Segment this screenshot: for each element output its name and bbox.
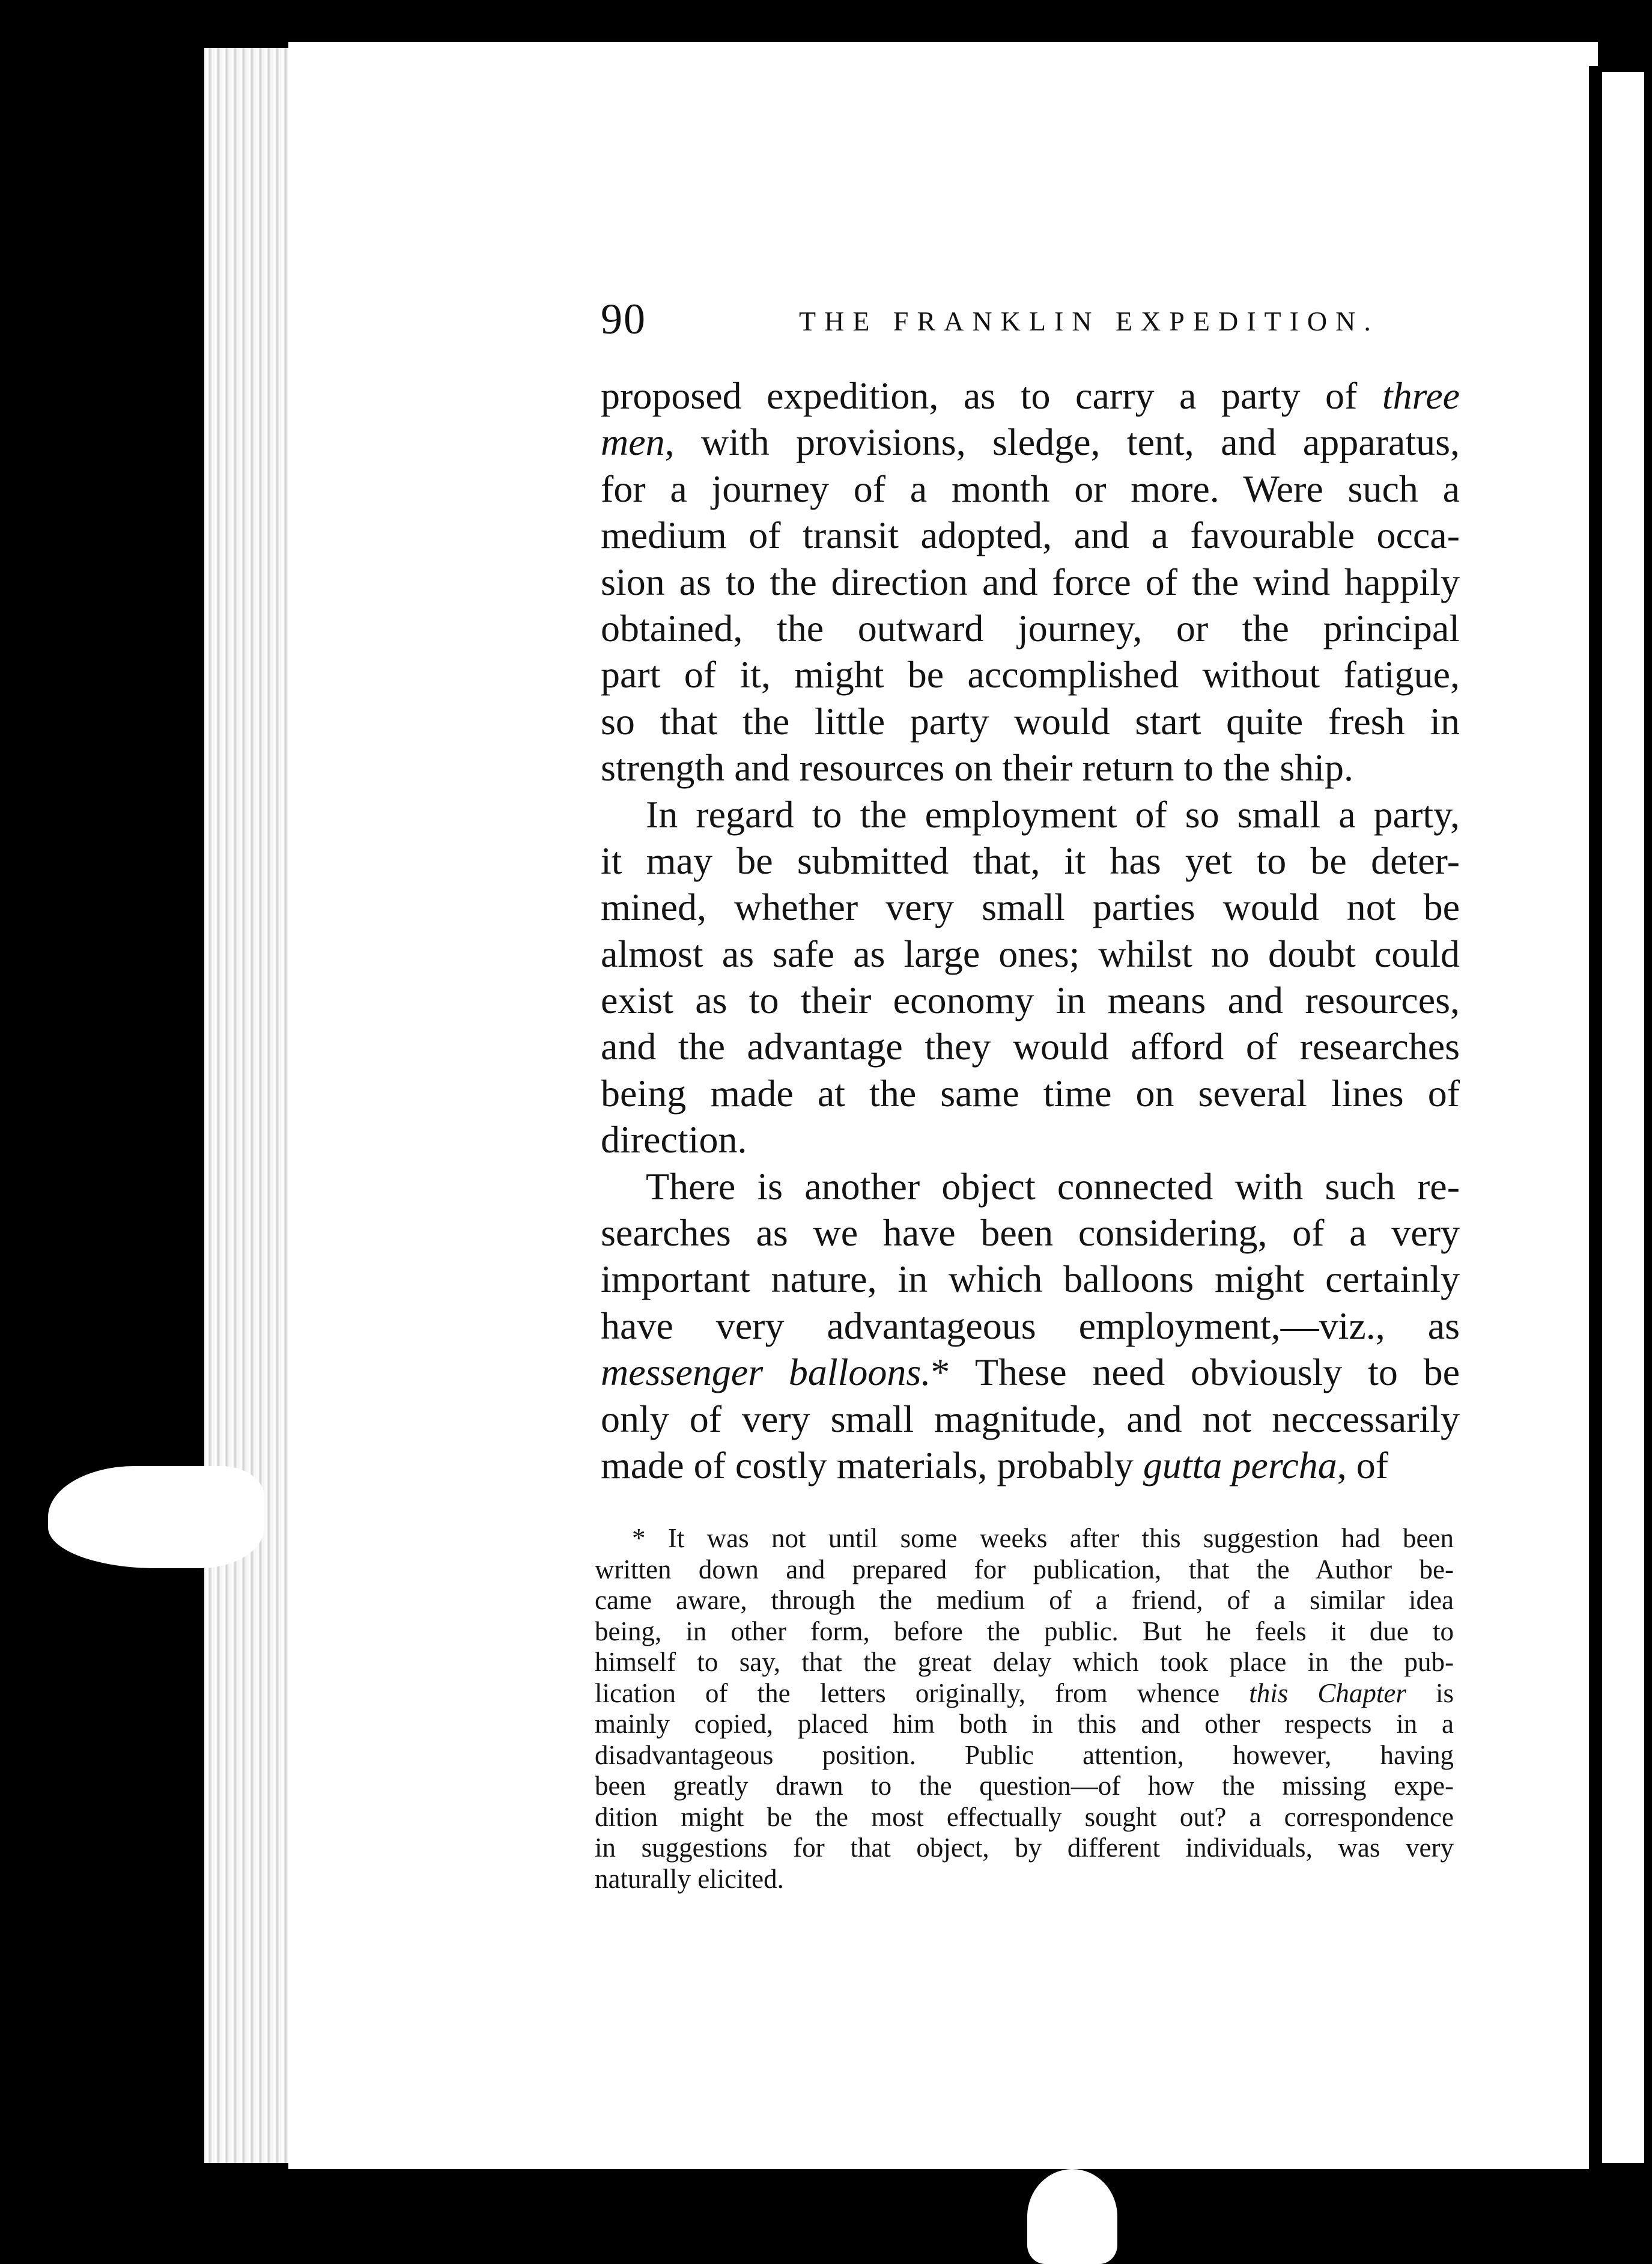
text-run: so that the little party would start quite fresh in — [601, 699, 1460, 743]
text-line — [601, 559, 1460, 605]
text-run: exist as to their economy in means and resources, — [601, 979, 1460, 1022]
footnote-line — [595, 1616, 1454, 1648]
text-run: for a journey of a month or more. Were such a — [601, 467, 1460, 510]
text-line — [601, 1303, 1460, 1349]
text-line — [601, 1070, 1460, 1116]
text-line — [601, 1163, 1460, 1210]
italic-text: three — [1382, 374, 1460, 417]
running-title: THE FRANKLIN EXPEDITION. — [799, 306, 1379, 336]
text-line — [601, 884, 1460, 930]
text-line — [601, 512, 1460, 558]
text-run: dition might be the most effectually sought out? a correspondence — [595, 1801, 1454, 1832]
text-run: disadvantageous position. Public attention, however, having — [595, 1739, 1454, 1770]
text-line — [601, 791, 1460, 838]
text-run: , with provisions, sledge, tent, and apparatus, — [664, 421, 1460, 464]
text-run: have very advantageous employment,—viz., as — [601, 1304, 1460, 1347]
text-run: made of costly materials, probably — [601, 1443, 1143, 1487]
footnote-line — [595, 1802, 1454, 1833]
italic-text: messenger balloons. — [601, 1351, 931, 1394]
footnote-line — [595, 1833, 1454, 1864]
footnote — [595, 1523, 1454, 1894]
text-run: searches as we have been considering, of a very — [601, 1211, 1460, 1255]
footnote-line — [595, 1554, 1454, 1586]
text-line — [601, 1442, 1460, 1488]
text-line — [601, 1116, 1460, 1163]
text-run: proposed expedition, as to carry a party of — [601, 374, 1382, 417]
body-text — [601, 373, 1460, 1488]
text-run: lication of the letters originally, from whence — [595, 1678, 1250, 1708]
text-line — [601, 1210, 1460, 1256]
running-head — [601, 294, 1478, 348]
text-run: himself to say, that the great delay which took place in the pub- — [595, 1647, 1454, 1677]
footnote-line — [595, 1740, 1454, 1771]
text-run: mainly copied, placed him both in this and other respects in a — [595, 1709, 1454, 1739]
text-run: written down and prepared for publication, that the Author be- — [595, 1554, 1454, 1584]
text-line — [601, 744, 1460, 791]
text-line — [601, 651, 1460, 698]
text-line — [601, 466, 1460, 512]
footnote-line — [595, 1771, 1454, 1802]
text-run: in suggestions for that object, by different individuals, was very — [595, 1833, 1454, 1863]
text-line — [601, 373, 1460, 419]
text-run: There is another object connected with such re- — [646, 1164, 1460, 1208]
text-run: strength and resources on their return to the ship. — [601, 746, 1353, 790]
text-run: obtained, the outward journey, or the principal — [601, 606, 1460, 650]
italic-text: men — [601, 421, 665, 464]
text-line — [601, 698, 1460, 744]
torn-paper-fragment — [48, 1466, 264, 1568]
text-line — [601, 1023, 1460, 1070]
text-run: medium of transit adopted, and a favourable occa- — [601, 514, 1460, 557]
book-page-edges — [204, 48, 300, 2163]
text-run: almost as safe as large ones; whilst no doubt could — [601, 932, 1460, 975]
text-run: been greatly drawn to the question—of how the missing expe- — [595, 1771, 1454, 1801]
text-run: In regard to the employment of so small a party, — [646, 793, 1460, 836]
text-run: * These need obviously to be — [931, 1351, 1460, 1394]
text-run: being made at the same time on several lines of — [601, 1071, 1460, 1115]
text-run: * It was not until some weeks after this suggestion had been — [632, 1523, 1454, 1553]
text-run: only of very small magnitude, and not neccessarily — [601, 1397, 1460, 1440]
text-run: important nature, in which balloons might certainly — [601, 1258, 1460, 1301]
footnote-line — [595, 1647, 1454, 1678]
gutter-shadow — [1589, 66, 1602, 2169]
text-run: direction. — [601, 1118, 747, 1161]
text-run: is — [1406, 1678, 1454, 1708]
italic-text: gutta percha — [1143, 1443, 1337, 1487]
text-run: naturally elicited. — [595, 1863, 784, 1894]
text-run: , of — [1337, 1443, 1389, 1487]
text-run: being, in other form, before the public. But he feels it due to — [595, 1616, 1454, 1646]
text-line — [601, 1396, 1460, 1442]
footnote-line — [595, 1709, 1454, 1740]
footnote-line — [595, 1585, 1454, 1616]
text-line — [601, 1349, 1460, 1395]
text-line — [601, 977, 1460, 1023]
text-run: mined, whether very small parties would not be — [601, 886, 1460, 929]
text-line — [601, 605, 1460, 651]
text-run: part of it, might be accomplished without fatigue, — [601, 653, 1460, 696]
text-run: came aware, through the medium of a friend, of a similar idea — [595, 1585, 1454, 1615]
page-number: 90 — [601, 295, 646, 343]
text-line — [601, 419, 1460, 465]
text-run: it may be submitted that, it has yet to be deter- — [601, 839, 1460, 882]
text-line — [601, 1256, 1460, 1302]
text-line — [601, 838, 1460, 884]
text-line — [601, 931, 1460, 977]
footnote-line — [595, 1523, 1454, 1554]
footnote-line — [595, 1864, 1454, 1895]
text-run: and the advantage they would afford of researches — [601, 1025, 1460, 1068]
facing-page-edge — [1602, 72, 1644, 2163]
footnote-line — [595, 1678, 1454, 1709]
text-run: sion as to the direction and force of the wind happily — [601, 560, 1460, 603]
italic-text: this Chapter — [1249, 1678, 1406, 1708]
scan-smudge — [1027, 2169, 1117, 2264]
